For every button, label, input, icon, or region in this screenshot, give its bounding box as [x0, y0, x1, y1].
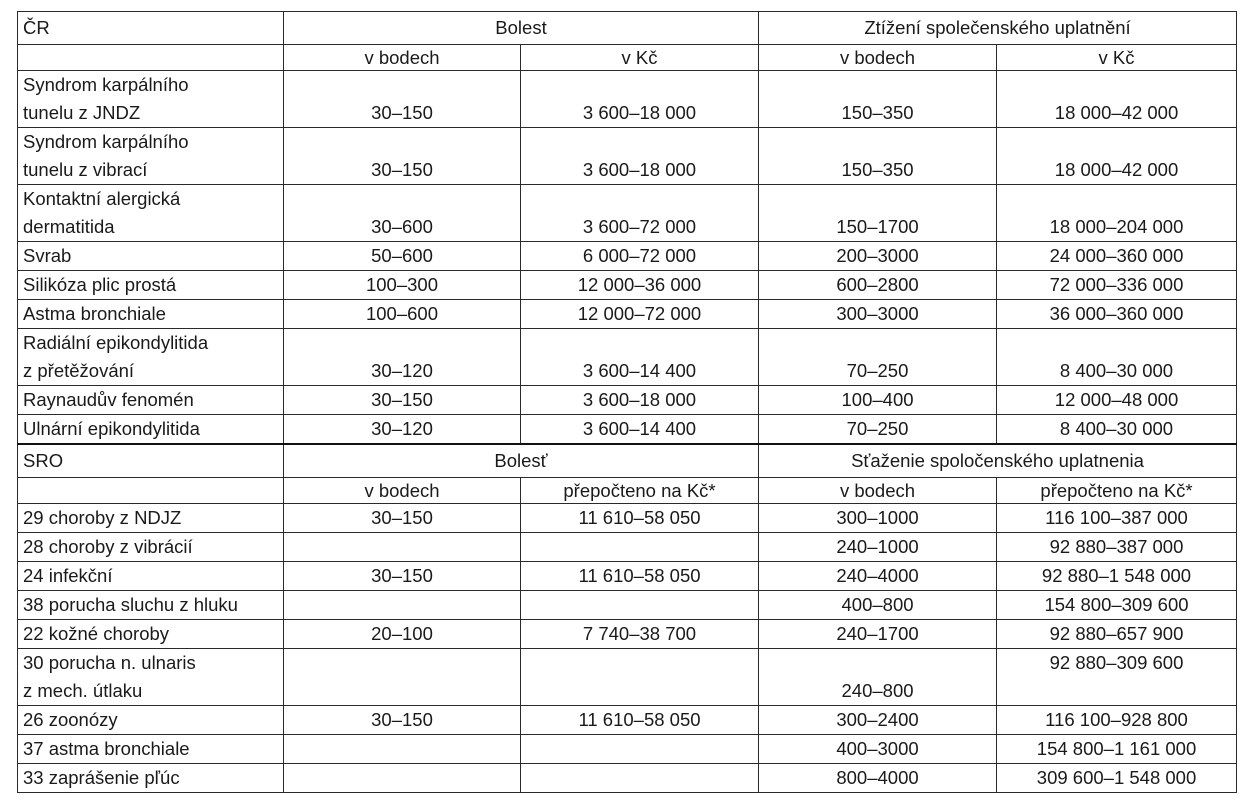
cr-sub-points-impairment: v bodech — [759, 45, 997, 71]
table-cell: 309 600–1 548 000 — [997, 764, 1237, 793]
row-label-line: 28 choroby z vibrácií — [23, 536, 193, 557]
table-row — [18, 185, 1237, 242]
table-cell: 400–3000 — [759, 735, 997, 764]
table-row — [18, 735, 1237, 764]
table-cell: 50–600 — [284, 242, 521, 271]
table-cell: 30–600 — [284, 185, 521, 242]
sro-sub-points-impairment: v bodech — [759, 478, 997, 504]
table-row — [18, 764, 1237, 793]
row-label-line: Ulnární epikondylitida — [23, 418, 200, 439]
table-row — [18, 71, 1237, 128]
sro-sub-czk-impairment: přepočteno na Kč* — [997, 478, 1237, 504]
cr-sub-czk-impairment: v Kč — [997, 45, 1237, 71]
row-label-line: 37 astma bronchiale — [23, 738, 190, 759]
table-cell — [284, 649, 521, 706]
cr-group-impairment: Ztížení společenského uplatnění — [759, 12, 1237, 45]
table-cell: 92 880–1 548 000 — [997, 562, 1237, 591]
table-cell: 240–1000 — [759, 533, 997, 562]
table-cell: 400–800 — [759, 591, 997, 620]
row-label — [18, 185, 284, 242]
row-label — [18, 329, 284, 386]
row-label-line: 24 infekční — [23, 565, 113, 586]
row-label — [18, 591, 284, 620]
row-label-line: 26 zoonózy — [23, 709, 118, 730]
row-label-line: Kontaktní alergická — [23, 188, 181, 209]
table-cell: 150–350 — [759, 71, 997, 128]
table-cell: 72 000–336 000 — [997, 271, 1237, 300]
row-label — [18, 620, 284, 649]
table-cell: 116 100–928 800 — [997, 706, 1237, 735]
row-label-line: Syndrom karpálního — [23, 131, 189, 152]
table-row — [18, 242, 1237, 271]
row-label-line: tunelu z vibrací — [23, 159, 148, 180]
table-cell: 150–350 — [759, 128, 997, 185]
table-cell: 240–1700 — [759, 620, 997, 649]
sro-group-impairment: Sťaženie spoločenského uplatnenia — [759, 444, 1237, 478]
row-label — [18, 271, 284, 300]
table-cell: 300–2400 — [759, 706, 997, 735]
cr-subheader-row — [18, 45, 1237, 71]
table-cell: 3 600–14 400 — [521, 415, 759, 445]
row-label — [18, 764, 284, 793]
table-cell: 116 100–387 000 — [997, 504, 1237, 533]
table-cell — [284, 533, 521, 562]
row-label — [18, 415, 284, 445]
table-cell: 300–3000 — [759, 300, 997, 329]
table-cell — [521, 764, 759, 793]
table-cell: 30–150 — [284, 128, 521, 185]
table-row — [18, 706, 1237, 735]
sro-subheader-empty — [18, 478, 284, 504]
table-cell: 30–150 — [284, 562, 521, 591]
table-cell: 30–150 — [284, 504, 521, 533]
table-cell: 300–1000 — [759, 504, 997, 533]
table-cell — [521, 533, 759, 562]
table-cell: 24 000–360 000 — [997, 242, 1237, 271]
table-cell — [521, 591, 759, 620]
table-cell: 100–400 — [759, 386, 997, 415]
row-label-line: Raynaudův fenomén — [23, 389, 194, 410]
row-label-line: 29 choroby z NDJZ — [23, 507, 182, 528]
table-row — [18, 271, 1237, 300]
table-row — [18, 504, 1237, 533]
cr-sub-czk-pain: v Kč — [521, 45, 759, 71]
table-cell: 154 800–1 161 000 — [997, 735, 1237, 764]
table-row — [18, 329, 1237, 386]
table-cell: 8 400–30 000 — [997, 329, 1237, 386]
table-row — [18, 649, 1237, 706]
table-cell: 6 000–72 000 — [521, 242, 759, 271]
table-cell: 3 600–72 000 — [521, 185, 759, 242]
row-label-line: Radiální epikondylitida — [23, 332, 209, 353]
row-label — [18, 562, 284, 591]
cr-header-row — [18, 12, 1237, 45]
table-cell: 11 610–58 050 — [521, 504, 759, 533]
row-label — [18, 649, 284, 706]
row-label — [18, 71, 284, 128]
table-cell: 18 000–204 000 — [997, 185, 1237, 242]
table-cell: 70–250 — [759, 329, 997, 386]
cr-subheader-empty — [18, 45, 284, 71]
table-cell: 8 400–30 000 — [997, 415, 1237, 445]
table-cell — [284, 735, 521, 764]
row-label-line: Silikóza plic prostá — [23, 274, 177, 295]
table-cell: 11 610–58 050 — [521, 706, 759, 735]
table-row — [18, 591, 1237, 620]
sro-sub-czk-pain: přepočteno na Kč* — [521, 478, 759, 504]
table-cell: 30–120 — [284, 329, 521, 386]
table-row — [18, 300, 1237, 329]
table-row — [18, 415, 1237, 445]
table-cell: 92 880–657 900 — [997, 620, 1237, 649]
table-cell: 3 600–18 000 — [521, 128, 759, 185]
row-label — [18, 533, 284, 562]
row-label-line: Astma bronchiale — [23, 303, 166, 324]
cr-sub-points-pain: v bodech — [284, 45, 521, 71]
table-cell — [284, 591, 521, 620]
table-cell — [521, 735, 759, 764]
row-label-line: 22 kožné choroby — [23, 623, 170, 644]
sro-country-label: SRO — [18, 444, 284, 478]
row-label-line: z mech. útlaku — [23, 680, 143, 701]
cr-country-label: ČR — [18, 12, 284, 45]
table-cell — [521, 649, 759, 706]
table-cell: 92 880–309 600 — [997, 649, 1237, 706]
table-cell: 12 000–36 000 — [521, 271, 759, 300]
table-cell: 240–4000 — [759, 562, 997, 591]
table-cell: 12 000–72 000 — [521, 300, 759, 329]
row-label — [18, 300, 284, 329]
table-row — [18, 128, 1237, 185]
compensation-table — [17, 11, 1237, 793]
sro-header-row — [18, 444, 1237, 478]
table-cell: 12 000–48 000 — [997, 386, 1237, 415]
table-cell: 36 000–360 000 — [997, 300, 1237, 329]
sro-subheader-row — [18, 478, 1237, 504]
row-label — [18, 706, 284, 735]
sro-sub-points-pain: v bodech — [284, 478, 521, 504]
table-cell: 7 740–38 700 — [521, 620, 759, 649]
table-cell: 800–4000 — [759, 764, 997, 793]
table-cell: 154 800–309 600 — [997, 591, 1237, 620]
table-cell: 18 000–42 000 — [997, 128, 1237, 185]
table-cell: 3 600–18 000 — [521, 386, 759, 415]
row-label — [18, 128, 284, 185]
table-cell: 600–2800 — [759, 271, 997, 300]
row-label — [18, 504, 284, 533]
table-cell: 30–150 — [284, 386, 521, 415]
table-cell: 30–150 — [284, 71, 521, 128]
table-cell: 92 880–387 000 — [997, 533, 1237, 562]
table-cell: 20–100 — [284, 620, 521, 649]
sro-group-pain: Bolesť — [284, 444, 759, 478]
cr-group-pain: Bolest — [284, 12, 759, 45]
table-cell: 70–250 — [759, 415, 997, 445]
row-label-line: 30 porucha n. ulnaris — [23, 652, 196, 673]
row-label-line: Syndrom karpálního — [23, 74, 189, 95]
row-label — [18, 386, 284, 415]
table-cell: 150–1700 — [759, 185, 997, 242]
table-row — [18, 620, 1237, 649]
row-label-line: 33 zaprášenie pľúc — [23, 767, 180, 788]
table-cell: 100–300 — [284, 271, 521, 300]
table-cell: 200–3000 — [759, 242, 997, 271]
table-cell: 18 000–42 000 — [997, 71, 1237, 128]
table-row — [18, 533, 1237, 562]
table-cell — [284, 764, 521, 793]
row-label — [18, 242, 284, 271]
row-label — [18, 735, 284, 764]
table-body — [18, 12, 1237, 793]
table-cell: 240–800 — [759, 649, 997, 706]
table-cell: 3 600–14 400 — [521, 329, 759, 386]
table-row — [18, 386, 1237, 415]
table-cell: 11 610–58 050 — [521, 562, 759, 591]
table-cell: 3 600–18 000 — [521, 71, 759, 128]
row-label-line: z přetěžování — [23, 360, 135, 381]
row-label-line: tunelu z JNDZ — [23, 102, 141, 123]
table-row — [18, 562, 1237, 591]
row-label-line: dermatitida — [23, 216, 115, 237]
table-cell: 30–150 — [284, 706, 521, 735]
table-cell: 30–120 — [284, 415, 521, 445]
row-label-line: 38 porucha sluchu z hluku — [23, 594, 238, 615]
row-label-line: Svrab — [23, 245, 72, 266]
table-cell: 100–600 — [284, 300, 521, 329]
